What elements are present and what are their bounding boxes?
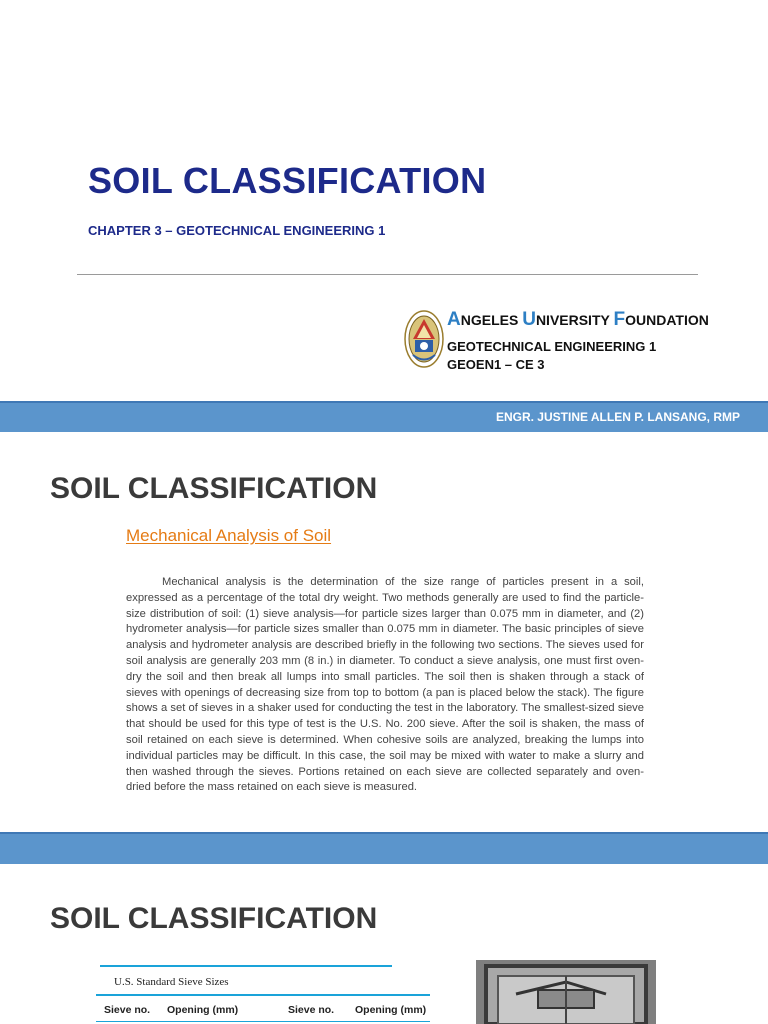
author-name: ENGR. JUSTINE ALLEN P. LANSANG, RMP: [495, 410, 740, 424]
university-name: ANGELES UNIVERSITY FOUNDATION: [447, 309, 709, 330]
section-heading: Mechanical Analysis of Soil: [126, 526, 332, 545]
table-header-rule: [96, 994, 430, 996]
table-header-cell: Sieve no.: [104, 1004, 151, 1016]
content-slide: [0, 432, 768, 864]
course-name: GEOTECHNICAL ENGINEERING 1: [447, 339, 657, 354]
table-slide: [0, 864, 768, 1024]
university-seal-icon: [404, 309, 444, 369]
author-band: [0, 401, 768, 432]
table-header-cell: Opening (mm): [167, 1004, 239, 1016]
table-header-cell: Opening (mm): [355, 1004, 427, 1016]
separator-band: [0, 832, 768, 864]
slide-title: SOIL CLASSIFICATION: [88, 160, 487, 201]
body-paragraph: Mechanical analysis is the determination of the size range of particles present in a soil, expressed as a percentage of the total dry weight. Two methods generally are used to find the particle-size distribution of soil: (1) sieve analysis—for particle sizes larger than 0.075 mm in diameter, and (2) hydrometer analysis—for particle sizes smaller than 0.075 mm in diameter. The basic principles of sieve analysis and hydrometer analysis are described briefly in the following two sections. The sieves used for soil analysis are generally 203 mm (8 in.) in diameter. To conduct a sieve analysis, one must first oven-dry the soil and then break all lumps into small particles. The soil then is shaken through a stack of sieves with openings of decreasing size from top to bottom (a pan is placed below the stack). The figure shows a set of sieves in a shaker used for conducting the test in the laboratory. The smallest-sized sieve that should be used for this type of test is the U.S. No. 200 sieve. After the soil is shaken, the mass of soil retained on each sieve is determined. When cohesive soils are analyzed, breaking the lumps into individual particles may be difficult. In this case, the soil may be mixed with water to make a slurry and then washed through the sieves. Portions retained on each sieve are collected separately and oven-dried before the mass retained on each sieve is measured.: [126, 576, 644, 794]
table-header-cell: Sieve no.: [288, 1004, 335, 1016]
slide-title: SOIL CLASSIFICATION: [50, 472, 378, 505]
table-divider: [96, 1021, 430, 1022]
table-caption: U.S. Standard Sieve Sizes: [114, 976, 229, 988]
title-slide: [0, 0, 768, 432]
divider: [77, 274, 698, 275]
sieve-shaker-photo: [476, 960, 656, 1024]
slide-title: SOIL CLASSIFICATION: [50, 902, 378, 935]
slide-subtitle: CHAPTER 3 – GEOTECHNICAL ENGINEERING 1: [88, 223, 386, 238]
course-code: GEOEN1 – CE 3: [447, 357, 545, 372]
table-top-rule: [100, 965, 392, 967]
